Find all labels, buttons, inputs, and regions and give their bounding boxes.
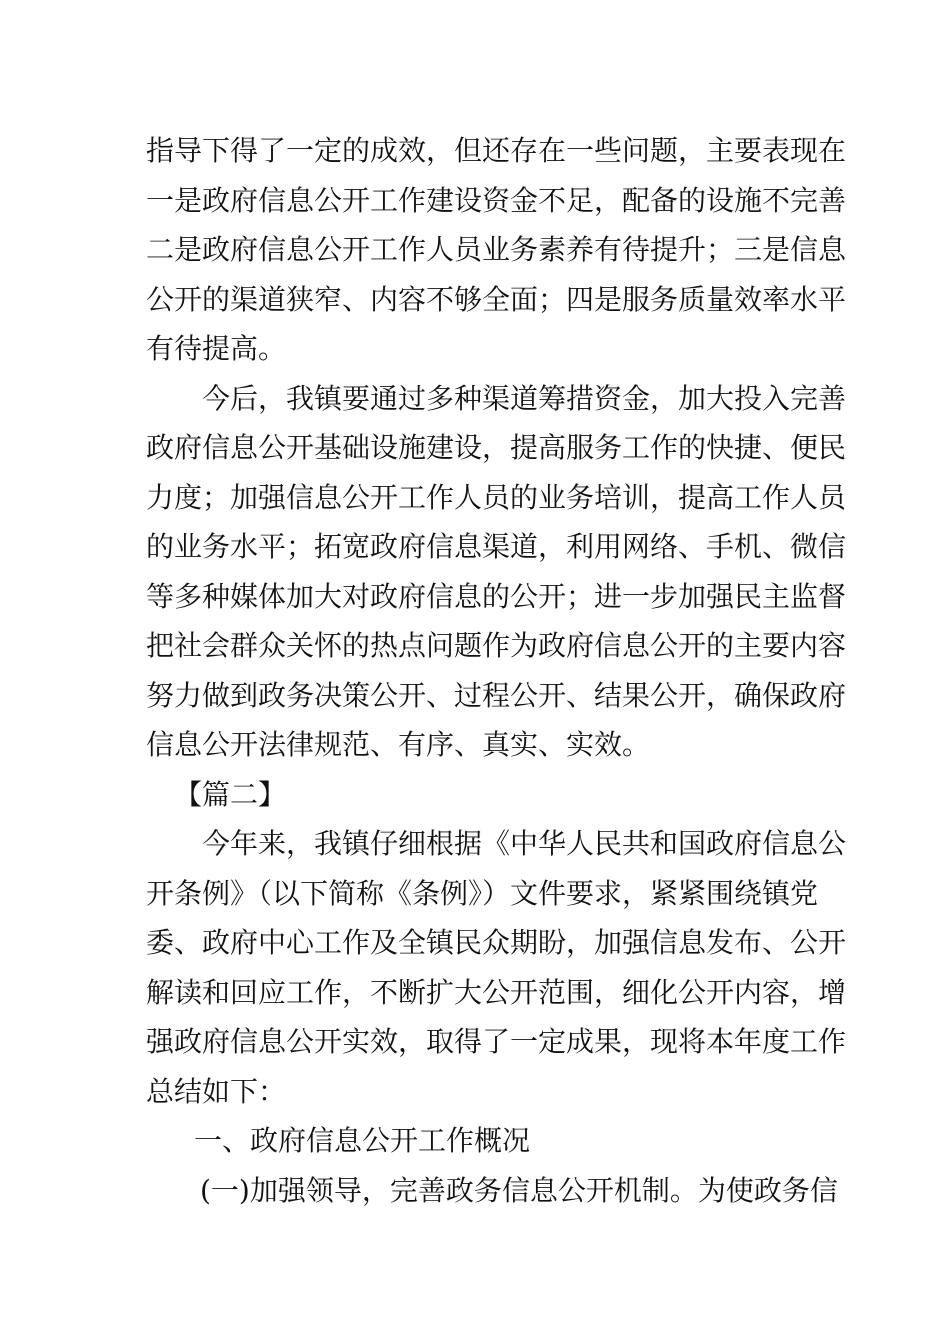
document-body bbox=[146, 126, 847, 1215]
subsection-heading: 一、政府信息公开工作概况 bbox=[194, 1124, 531, 1157]
paragraph-line: 委、政府中心工作及全镇民众期盼，加强信息发布、公开 bbox=[146, 926, 847, 959]
paragraph-line: 政府信息公开基础设施建设，提高服务工作的快捷、便民 bbox=[146, 431, 847, 464]
paragraph-line: 总结如下： bbox=[146, 1074, 287, 1108]
paragraph-line: 的业务水平；拓宽政府信息渠道，利用网络、手机、微信 bbox=[146, 530, 847, 563]
paragraph-line: 力度；加强信息公开工作人员的业务培训，提高工作人员 bbox=[146, 480, 847, 514]
paragraph-line: 开条例》（以下简称《条例》）文件要求，紧紧围绕镇党 bbox=[146, 876, 819, 910]
paragraph-line: 把社会群众关怀的热点问题作为政府信息公开的主要内容 bbox=[146, 629, 847, 662]
paragraph-line: 一是政府信息公开工作建设资金不足，配备的设施不完善 bbox=[146, 183, 847, 217]
paragraph-line: 解读和回应工作，不断扩大公开范围，细化公开内容，增 bbox=[146, 975, 847, 1009]
paragraph-line: 公开的渠道狭窄、内容不够全面；四是服务质量效率水平 bbox=[146, 282, 847, 316]
paragraph-line: 有待提高。 bbox=[146, 332, 287, 365]
paragraph-line: (一)加强领导，完善政务信息公开机制。为使政务信 bbox=[200, 1173, 838, 1207]
paragraph-line: 指导下得了一定的成效，但还存在一些问题，主要表现在 bbox=[146, 134, 847, 167]
paragraph-line: 信息公开法律规范、有序、真实、实效。 bbox=[146, 728, 651, 761]
paragraph-line: 努力做到政务决策公开、过程公开、结果公开，确保政府 bbox=[146, 678, 847, 712]
paragraph-line: 今后，我镇要通过多种渠道筹措资金，加大投入完善 bbox=[202, 381, 847, 415]
paragraph-line: 今年来，我镇仔细根据《中华人民共和国政府信息公 bbox=[202, 827, 847, 860]
paragraph-line: 等多种媒体加大对政府信息的公开；进一步加强民主监督 bbox=[146, 579, 847, 613]
paragraph-line: 二是政府信息公开工作人员业务素养有待提升；三是信息 bbox=[146, 233, 847, 266]
section-heading: 【篇二】 bbox=[174, 777, 287, 811]
paragraph-line: 强政府信息公开实效，取得了一定成果，现将本年度工作 bbox=[146, 1025, 847, 1058]
